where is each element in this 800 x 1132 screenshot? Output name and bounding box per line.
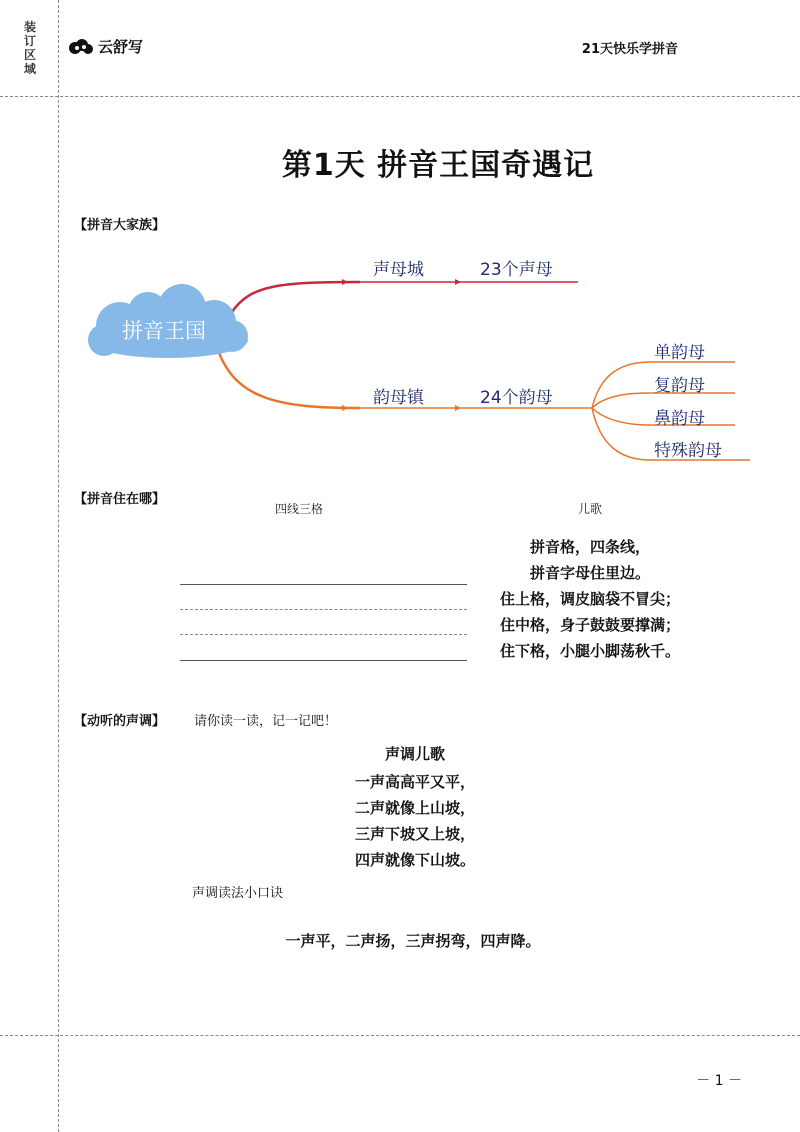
branch-curve-yunmu <box>218 350 360 408</box>
section-label-family: 【拼音大家族】 <box>74 218 166 233</box>
song-heading: 儿歌 <box>578 502 603 516</box>
series-title: 21天快乐学拼音 <box>581 42 678 57</box>
page-number: － 1 － <box>696 1073 742 1089</box>
mind-map-root: 拼音王国 <box>122 319 206 343</box>
arrow-icon <box>455 279 461 285</box>
page-title: 第1天 拼音王国奇遇记 <box>281 148 595 183</box>
arrow-icon <box>455 405 461 411</box>
branch-shengmu-detail: 23个声母 <box>480 260 553 280</box>
branch-yunmu-detail: 24个韵母 <box>480 388 553 408</box>
tone-tip-text: 一声平，二声扬，三声拐弯，四声降。 <box>285 932 541 950</box>
song-line: 拼音字母住里边。 <box>529 564 650 582</box>
song-line: 住中格，身子鼓鼓要撑满； <box>499 616 680 634</box>
tone-tip-label: 声调读法小口诀 <box>192 886 284 901</box>
grid-line-upper-mid <box>180 609 467 610</box>
section-label-where: 【拼音住在哪】 <box>74 492 166 507</box>
song-line: 拼音格，四条线， <box>529 538 650 556</box>
song-line: 住下格，小腿小脚荡秋千。 <box>499 642 680 660</box>
brand-name: 云舒写 <box>98 38 144 56</box>
yunmu-type-1: 单韵母 <box>654 343 705 363</box>
arrow-icon <box>342 279 348 285</box>
branch-curve-shengmu <box>232 282 360 312</box>
tone-song-line: 二声就像上山坡， <box>354 799 475 817</box>
grid-heading: 四线三格 <box>275 502 324 516</box>
tone-song-line: 一声高高平又平， <box>354 773 475 791</box>
tone-song-title: 声调儿歌 <box>384 745 445 763</box>
song-line: 住上格，调皮脑袋不冒尖； <box>499 590 680 608</box>
yunmu-type-2: 复韵母 <box>654 376 705 396</box>
grid-line-top <box>180 584 467 585</box>
branch-yunmu-name: 韵母镇 <box>373 388 424 408</box>
tone-song-line: 四声就像下山坡。 <box>354 851 475 869</box>
yunmu-type-4: 特殊韵母 <box>654 441 722 461</box>
binding-area-label: 装订区域 <box>23 20 36 76</box>
footer-dashed-divider <box>0 1035 800 1036</box>
reading-instruction: 请你读一读，记一记吧！ <box>194 714 338 729</box>
tone-song-line: 三声下坡又上坡， <box>354 825 475 843</box>
arrow-icon <box>342 405 348 411</box>
branch-shengmu-name: 声母城 <box>373 260 424 280</box>
section-label-tones: 【动听的声调】 <box>74 714 166 729</box>
yunmu-type-3: 鼻韵母 <box>654 409 705 429</box>
